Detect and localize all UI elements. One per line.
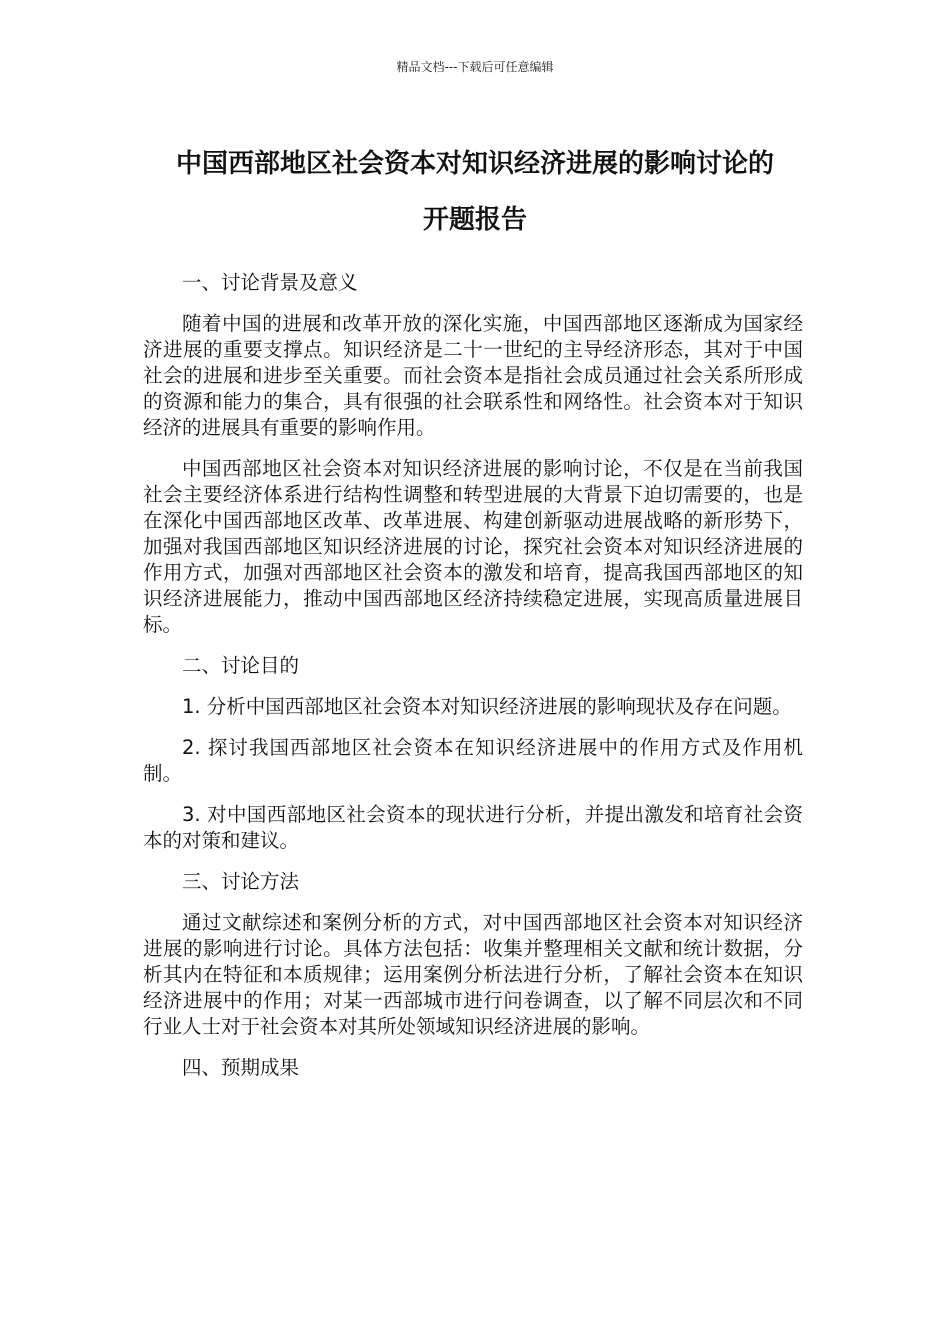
paragraph-background-1: 随着中国的进展和改革开放的深化实施，中国西部地区逐渐成为国家经济进展的重要支撑点。知识经济是二十一世纪的主导经济形态，其对于中国社会的进展和进步至关重要。而社会资本是指社会成员通过社会关系所形成的资源和能力的集合，具有很强的社会联系性和网络性。社会资本对于知识经济的进展具有重要的影响作用。 — [143, 312, 803, 439]
section-heading-background: 一、讨论背景及意义 — [182, 271, 358, 294]
purpose-item-2: 2. 探讨我国西部地区社会资本在知识经济进展中的作用方式及作用机制。 — [143, 736, 803, 785]
section-heading-method: 三、讨论方法 — [182, 870, 300, 893]
purpose-item-3: 3. 对中国西部地区社会资本的现状进行分析，并提出激发和培育社会资本的对策和建议。 — [143, 803, 803, 852]
document-body — [143, 270, 803, 1096]
purpose-item-1: 1. 分析中国西部地区社会资本对知识经济进展的影响现状及存在问题。 — [182, 695, 792, 718]
title-line-2: 开题报告 — [422, 205, 527, 235]
section-heading-purpose: 二、讨论目的 — [182, 654, 300, 677]
paragraph-method: 通过文献综述和案例分析的方式，对中国西部地区社会资本对知识经济进展的影响进行讨论。具体方法包括：收集并整理相关文献和统计数据，分析其内在特征和本质规律；运用案例分析法进行分析，了解社会资本在知识经济进展中的作用；对某一西部城市进行问卷调查，以了解不同层次和不同行业人士对于社会资本对其所处领域知识经济进展的影响。 — [143, 911, 803, 1038]
title-line-1: 中国西部地区社会资本对知识经济进展的影响讨论的 — [175, 149, 774, 179]
page-header: 精品文档---下载后可任意编辑 — [396, 60, 554, 74]
section-heading-outcomes: 四、预期成果 — [182, 1056, 300, 1079]
document-title — [140, 136, 810, 248]
paragraph-background-2: 中国西部地区社会资本对知识经济进展的影响讨论，不仅是在当前我国社会主要经济体系进行结构性调整和转型进展的大背景下迫切需要的，也是在深化中国西部地区改革、改革进展、构建创新驱动进展战略的新形势下，加强对我国西部地区知识经济进展的讨论，探究社会资本对知识经济进展的作用方式，加强对西部地区社会资本的激发和培育，提高我国西部地区的知识经济进展能力，推动中国西部地区经济持续稳定进展，实现高质量进展目标。 — [143, 457, 803, 636]
